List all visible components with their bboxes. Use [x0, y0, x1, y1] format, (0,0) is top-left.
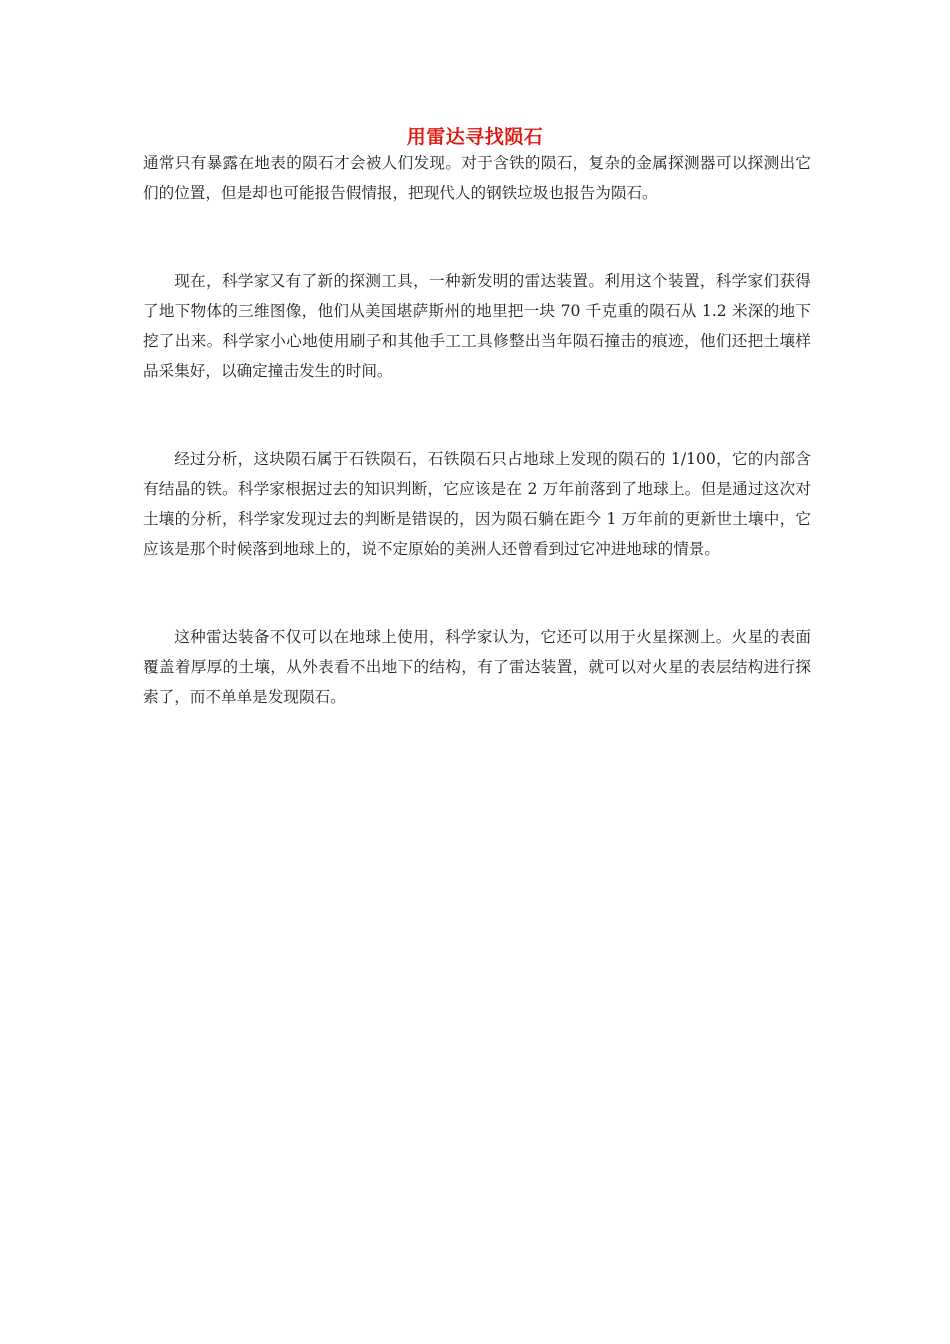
document-title: 用雷达寻找陨石	[406, 126, 544, 148]
paragraph-2: 现在，科学家又有了新的探测工具，一种新发明的雷达装置。利用这个装置，科学家们获得了地下物体的三维图像，他们从美国堪萨斯州的地里把一块 70 千克重的陨石从 1.2 米深的地下挖了出来。科学家小心地使用刷子和其他手工工具修整出当年陨石撞击的痕迹，他们还把土壤样品采集好，以确定撞击发生的时间。	[143, 272, 811, 380]
paragraph-gap	[143, 208, 811, 266]
paragraph-gap	[143, 564, 811, 622]
paragraph-1: 通常只有暴露在地表的陨石才会被人们发现。对于含铁的陨石，复杂的金属探测器可以探测出它们的位置，但是却也可能报告假情报，把现代人的钢铁垃圾也报告为陨石。	[143, 154, 811, 202]
paragraph-3: 经过分析，这块陨石属于石铁陨石，石铁陨石只占地球上发现的陨石的 1/100，它的内部含有结晶的铁。科学家根据过去的知识判断，它应该是在 2 万年前落到了地球上。但是通过这次对土壤的分析，科学家发现过去的判断是错误的，因为陨石躺在距今 1 万年前的更新世土壤中，它应该是那个时候落到地球上的，说不定原始的美洲人还曾看到过它冲进地球的情景。	[143, 450, 811, 558]
paragraph-gap	[143, 386, 811, 444]
paragraph-4: 这种雷达装备不仅可以在地球上使用，科学家认为，它还可以用于火星探测上。火星的表面覆盖着厚厚的土壤，从外表看不出地下的结构，有了雷达装置，就可以对火星的表层结构进行探索了，而不单单是发现陨石。	[143, 628, 811, 706]
document-body	[143, 148, 811, 712]
